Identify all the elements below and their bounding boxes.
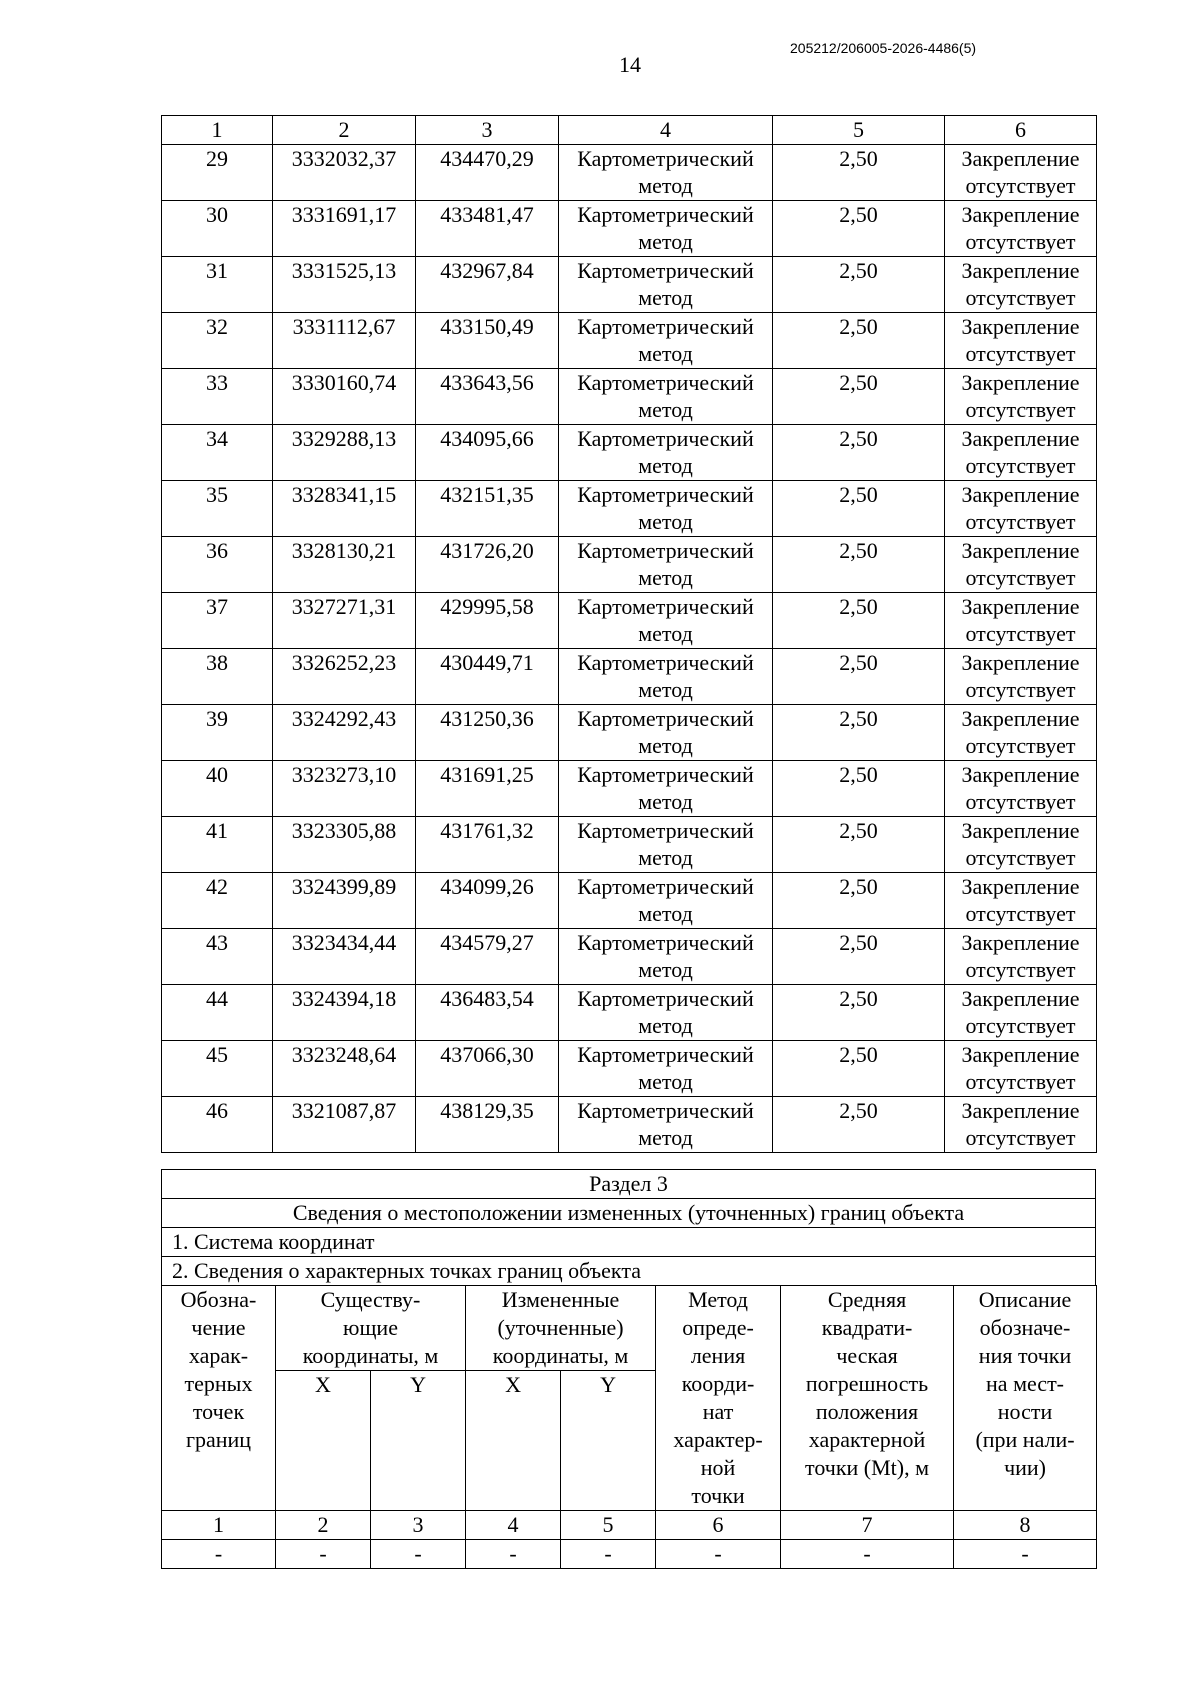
method-cell: Картометрический метод: [559, 481, 773, 537]
description-cell: Закрепление отсутствует: [945, 929, 1097, 985]
changed-coordinates-header: Измененные (уточненные) координаты, м: [466, 1286, 656, 1371]
table-row: [162, 1041, 1097, 1097]
x-coordinate-cell: 3328341,15: [273, 481, 416, 537]
characteristic-points-table: [161, 115, 1097, 1153]
empty-cell: -: [561, 1540, 656, 1569]
header-row-top: [162, 1286, 1097, 1371]
point-number-cell: 31: [162, 257, 273, 313]
empty-cell: -: [276, 1540, 371, 1569]
accuracy-cell: 2,50: [773, 1041, 945, 1097]
column-number: 6: [656, 1511, 781, 1540]
empty-cell: -: [162, 1540, 276, 1569]
description-cell: Закрепление отсутствует: [945, 257, 1097, 313]
column-number: 3: [371, 1511, 466, 1540]
y-coordinate-cell: 431761,32: [416, 817, 559, 873]
method-cell: Картометрический метод: [559, 201, 773, 257]
point-number-cell: 43: [162, 929, 273, 985]
accuracy-cell: 2,50: [773, 817, 945, 873]
point-number-cell: 29: [162, 145, 273, 201]
table-row: [162, 369, 1097, 425]
accuracy-cell: 2,50: [773, 257, 945, 313]
description-cell: Закрепление отсутствует: [945, 537, 1097, 593]
method-cell: Картометрический метод: [559, 257, 773, 313]
table-row: [162, 201, 1097, 257]
column-number: 1: [162, 1511, 276, 1540]
description-header: Описание обозначе- ния точки на мест- ности (при нали- чии): [954, 1286, 1097, 1511]
empty-data-row: [162, 1540, 1097, 1569]
x-coordinate-cell: 3331112,67: [273, 313, 416, 369]
existing-x-header: X: [276, 1371, 371, 1511]
y-coordinate-cell: 438129,35: [416, 1097, 559, 1153]
x-coordinate-cell: 3330160,74: [273, 369, 416, 425]
table-header-row: [162, 116, 1097, 145]
description-cell: Закрепление отсутствует: [945, 705, 1097, 761]
x-coordinate-cell: 3323305,88: [273, 817, 416, 873]
point-number-cell: 46: [162, 1097, 273, 1153]
x-coordinate-cell: 3324292,43: [273, 705, 416, 761]
accuracy-cell: 2,50: [773, 929, 945, 985]
y-coordinate-cell: 433150,49: [416, 313, 559, 369]
y-coordinate-cell: 434099,26: [416, 873, 559, 929]
accuracy-cell: 2,50: [773, 1097, 945, 1153]
column-number: 8: [954, 1511, 1097, 1540]
accuracy-header: Средняя квадрати- ческая погрешность положения характерной точки (Mt), м: [781, 1286, 954, 1511]
x-coordinate-cell: 3324399,89: [273, 873, 416, 929]
section-3-header: [161, 1169, 1096, 1286]
accuracy-cell: 2,50: [773, 481, 945, 537]
description-cell: Закрепление отсутствует: [945, 761, 1097, 817]
method-cell: Картометрический метод: [559, 873, 773, 929]
accuracy-cell: 2,50: [773, 761, 945, 817]
empty-cell: -: [371, 1540, 466, 1569]
description-cell: Закрепление отсутствует: [945, 201, 1097, 257]
y-coordinate-cell: 433643,56: [416, 369, 559, 425]
method-cell: Картометрический метод: [559, 425, 773, 481]
document-id: 205212/206005-2026-4486(5): [790, 40, 977, 56]
description-cell: Закрепление отсутствует: [945, 985, 1097, 1041]
accuracy-cell: 2,50: [773, 593, 945, 649]
x-coordinate-cell: 3321087,87: [273, 1097, 416, 1153]
x-coordinate-cell: 3329288,13: [273, 425, 416, 481]
y-coordinate-cell: 433481,47: [416, 201, 559, 257]
y-coordinate-cell: 429995,58: [416, 593, 559, 649]
point-designation-header: Обозна- чение харак- терных точек границ: [162, 1286, 276, 1511]
accuracy-cell: 2,50: [773, 705, 945, 761]
y-coordinate-cell: 434470,29: [416, 145, 559, 201]
x-coordinate-cell: 3323248,64: [273, 1041, 416, 1097]
table-row: [162, 985, 1097, 1041]
method-cell: Картометрический метод: [559, 537, 773, 593]
table-row: [162, 313, 1097, 369]
method-header: Метод опреде- ления коорди- нат характер- ной точки: [656, 1286, 781, 1511]
method-cell: Картометрический метод: [559, 369, 773, 425]
method-cell: Картометрический метод: [559, 145, 773, 201]
y-coordinate-cell: 432967,84: [416, 257, 559, 313]
y-coordinate-cell: 436483,54: [416, 985, 559, 1041]
empty-cell: -: [781, 1540, 954, 1569]
description-cell: Закрепление отсутствует: [945, 369, 1097, 425]
accuracy-cell: 2,50: [773, 201, 945, 257]
coordinate-system-label: 1. Система координат: [162, 1228, 1096, 1257]
table-row: [162, 481, 1097, 537]
column-number: 1: [162, 116, 273, 145]
accuracy-cell: 2,50: [773, 145, 945, 201]
column-number: 7: [781, 1511, 954, 1540]
empty-cell: -: [954, 1540, 1097, 1569]
point-number-cell: 44: [162, 985, 273, 1041]
accuracy-cell: 2,50: [773, 537, 945, 593]
description-cell: Закрепление отсутствует: [945, 425, 1097, 481]
point-number-cell: 45: [162, 1041, 273, 1097]
table-row: [162, 817, 1097, 873]
description-cell: Закрепление отсутствует: [945, 145, 1097, 201]
point-number-cell: 39: [162, 705, 273, 761]
existing-y-header: Y: [371, 1371, 466, 1511]
point-number-cell: 30: [162, 201, 273, 257]
y-coordinate-cell: 437066,30: [416, 1041, 559, 1097]
table-row: [162, 761, 1097, 817]
description-cell: Закрепление отсутствует: [945, 873, 1097, 929]
column-number: 4: [559, 116, 773, 145]
x-coordinate-cell: 3332032,37: [273, 145, 416, 201]
x-coordinate-cell: 3331525,13: [273, 257, 416, 313]
accuracy-cell: 2,50: [773, 425, 945, 481]
column-number: 6: [945, 116, 1097, 145]
existing-coordinates-header: Существу- ющие координаты, м: [276, 1286, 466, 1371]
table-row: [162, 873, 1097, 929]
table-row: [162, 425, 1097, 481]
table-row: [162, 537, 1097, 593]
method-cell: Картометрический метод: [559, 705, 773, 761]
y-coordinate-cell: 434579,27: [416, 929, 559, 985]
empty-cell: -: [656, 1540, 781, 1569]
y-coordinate-cell: 434095,66: [416, 425, 559, 481]
description-cell: Закрепление отсутствует: [945, 1041, 1097, 1097]
method-cell: Картометрический метод: [559, 1097, 773, 1153]
y-coordinate-cell: 432151,35: [416, 481, 559, 537]
method-cell: Картометрический метод: [559, 761, 773, 817]
y-coordinate-cell: 431726,20: [416, 537, 559, 593]
x-coordinate-cell: 3324394,18: [273, 985, 416, 1041]
y-coordinate-cell: 431250,36: [416, 705, 559, 761]
table-row: [162, 649, 1097, 705]
column-number: 3: [416, 116, 559, 145]
method-cell: Картометрический метод: [559, 985, 773, 1041]
accuracy-cell: 2,50: [773, 649, 945, 705]
section-subtitle: Сведения о местоположении измененных (уточненных) границ объекта: [162, 1199, 1096, 1228]
table-row: [162, 593, 1097, 649]
points-info-label: 2. Сведения о характерных точках границ объекта: [162, 1257, 1096, 1286]
changed-x-header: X: [466, 1371, 561, 1511]
table-row: [162, 1097, 1097, 1153]
point-number-cell: 42: [162, 873, 273, 929]
column-numbers-row: [162, 1511, 1097, 1540]
column-number: 2: [273, 116, 416, 145]
method-cell: Картометрический метод: [559, 817, 773, 873]
section-title: Раздел 3: [162, 1170, 1096, 1199]
description-cell: Закрепление отсутствует: [945, 649, 1097, 705]
description-cell: Закрепление отсутствует: [945, 313, 1097, 369]
y-coordinate-cell: 431691,25: [416, 761, 559, 817]
x-coordinate-cell: 3323434,44: [273, 929, 416, 985]
method-cell: Картометрический метод: [559, 313, 773, 369]
changed-coordinates-table: [161, 1285, 1097, 1569]
point-number-cell: 38: [162, 649, 273, 705]
accuracy-cell: 2,50: [773, 873, 945, 929]
y-coordinate-cell: 430449,71: [416, 649, 559, 705]
method-cell: Картометрический метод: [559, 649, 773, 705]
point-number-cell: 34: [162, 425, 273, 481]
method-cell: Картометрический метод: [559, 593, 773, 649]
accuracy-cell: 2,50: [773, 313, 945, 369]
accuracy-cell: 2,50: [773, 369, 945, 425]
column-number: 5: [561, 1511, 656, 1540]
description-cell: Закрепление отсутствует: [945, 817, 1097, 873]
description-cell: Закрепление отсутствует: [945, 481, 1097, 537]
table-row: [162, 705, 1097, 761]
x-coordinate-cell: 3328130,21: [273, 537, 416, 593]
empty-cell: -: [466, 1540, 561, 1569]
point-number-cell: 33: [162, 369, 273, 425]
accuracy-cell: 2,50: [773, 985, 945, 1041]
column-number: 2: [276, 1511, 371, 1540]
x-coordinate-cell: 3327271,31: [273, 593, 416, 649]
method-cell: Картометрический метод: [559, 1041, 773, 1097]
point-number-cell: 41: [162, 817, 273, 873]
description-cell: Закрепление отсутствует: [945, 1097, 1097, 1153]
x-coordinate-cell: 3323273,10: [273, 761, 416, 817]
point-number-cell: 40: [162, 761, 273, 817]
table-row: [162, 929, 1097, 985]
page-number: 14: [619, 52, 641, 77]
point-number-cell: 32: [162, 313, 273, 369]
x-coordinate-cell: 3326252,23: [273, 649, 416, 705]
table-row: [162, 257, 1097, 313]
point-number-cell: 37: [162, 593, 273, 649]
point-number-cell: 36: [162, 537, 273, 593]
method-cell: Картометрический метод: [559, 929, 773, 985]
point-number-cell: 35: [162, 481, 273, 537]
column-number: 4: [466, 1511, 561, 1540]
description-cell: Закрепление отсутствует: [945, 593, 1097, 649]
column-number: 5: [773, 116, 945, 145]
x-coordinate-cell: 3331691,17: [273, 201, 416, 257]
changed-y-header: Y: [561, 1371, 656, 1511]
table-row: [162, 145, 1097, 201]
